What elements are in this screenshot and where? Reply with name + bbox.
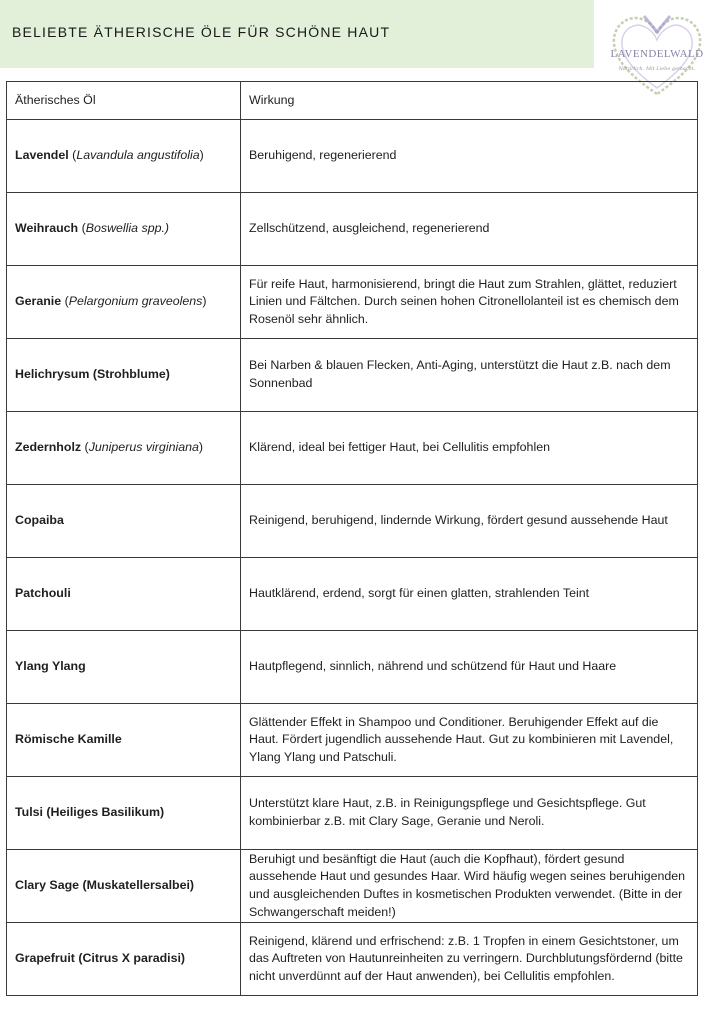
oil-effect: Reinigend, beruhigend, lindernde Wirkung, fördert gesund aussehende Haut <box>241 485 698 558</box>
table-row <box>7 850 698 923</box>
oil-name: Römische Kamille <box>7 704 241 777</box>
oil-effect: Reinigend, klärend und erfrischend: z.B. 1 Tropfen in einem Gesichtstoner, um das Auftreten von Hautunreinheiten zu verringern. Durchblutungsfördernd (bitte nicht unverdünnt auf der Haut anwenden), bei Cellulitis empfohlen. <box>241 923 698 996</box>
logo-subtext: Natürlich. Mit Liebe gemacht. <box>618 66 696 72</box>
table-row <box>7 412 698 485</box>
table-row <box>7 558 698 631</box>
oil-effect: Klärend, ideal bei fettiger Haut, bei Cellulitis empfohlen <box>241 412 698 485</box>
oil-latin-name: Pelargonium graveolens <box>68 294 203 309</box>
table-row <box>7 120 698 193</box>
oil-name: Tulsi (Heiliges Basilikum) <box>7 777 241 850</box>
table-row <box>7 339 698 412</box>
page-title: BELIEBTE ÄTHERISCHE ÖLE FÜR SCHÖNE HAUT <box>12 24 391 40</box>
oil-effect: Beruhigend, regenerierend <box>241 120 698 193</box>
table-row <box>7 704 698 777</box>
oil-name: Ylang Ylang <box>7 631 241 704</box>
oil-name: Helichrysum (Strohblume) <box>7 339 241 412</box>
table-row <box>7 631 698 704</box>
table-row <box>7 266 698 339</box>
oil-name-cell: Zedernholz (Juniperus virginiana) <box>7 412 241 485</box>
oil-effect: Für reife Haut, harmonisierend, bringt die Haut zum Strahlen, glättet, reduziert Linien und Fältchen. Durch seinen hohen Citronellolanteil ist es chemisch dem Rosenöl sehr ähnlich. <box>241 266 698 339</box>
oil-latin-name: Lavandula angustifolia <box>76 148 200 163</box>
column-header-oil: Ätherisches Öl <box>7 82 241 120</box>
table-row <box>7 923 698 996</box>
oil-name: Patchouli <box>7 558 241 631</box>
table-row <box>7 193 698 266</box>
table-row <box>7 777 698 850</box>
logo-text: LAVENDELWALD <box>610 48 704 60</box>
oil-effect: Unterstützt klare Haut, z.B. in Reinigungspflege und Gesichtspflege. Gut kombinierbar z.B. mit Clary Sage, Geranie und Neroli. <box>241 777 698 850</box>
oil-effect: Hautpflegend, sinnlich, nährend und schützend für Haut und Haare <box>241 631 698 704</box>
column-header-effect: Wirkung <box>241 82 698 120</box>
oil-latin-name: Juniperus virginiana <box>88 440 199 455</box>
oil-name: Weihrauch <box>15 221 79 236</box>
oil-name: Grapefruit (Citrus X paradisi) <box>7 923 241 996</box>
oil-effect: Glättender Effekt in Shampoo und Conditioner. Beruhigender Effekt auf die Haut. Fördert jugendlich aussehende Haut. Gut zu kombinieren mit Lavendel, Ylang Ylang und Patschuli. <box>241 704 698 777</box>
oil-name: Lavendel <box>15 148 69 163</box>
essential-oils-table <box>6 81 698 996</box>
oil-name: Zedernholz <box>15 440 82 455</box>
oil-name: Geranie <box>15 294 62 309</box>
oil-effect: Hautklärend, erdend, sorgt für einen glatten, strahlenden Teint <box>241 558 698 631</box>
oil-name-cell: Weihrauch (Boswellia spp.) <box>7 193 241 266</box>
oil-effect: Bei Narben & blauen Flecken, Anti-Aging, unterstützt die Haut z.B. nach dem Sonnenbad <box>241 339 698 412</box>
oil-effect: Beruhigt und besänftigt die Haut (auch die Kopfhaut), fördert gesund aussehende Haut und gesundes Haar. Wird häufig wegen seines beruhigenden und ausgleichenden Duftes in kosmetischen Produkten verwendet. (Bitte in der Schwangerschaft meiden!) <box>241 850 698 923</box>
oil-name-cell: Geranie (Pelargonium graveolens) <box>7 266 241 339</box>
oil-effect: Zellschützend, ausgleichend, regenerierend <box>241 193 698 266</box>
oil-name: Clary Sage (Muskatellersalbei) <box>7 850 241 923</box>
oil-latin-name: Boswellia spp.) <box>85 221 170 236</box>
oil-name: Copaiba <box>7 485 241 558</box>
table-header-row <box>7 82 698 120</box>
table-row <box>7 485 698 558</box>
oil-name-cell: Lavendel (Lavandula angustifolia) <box>7 120 241 193</box>
